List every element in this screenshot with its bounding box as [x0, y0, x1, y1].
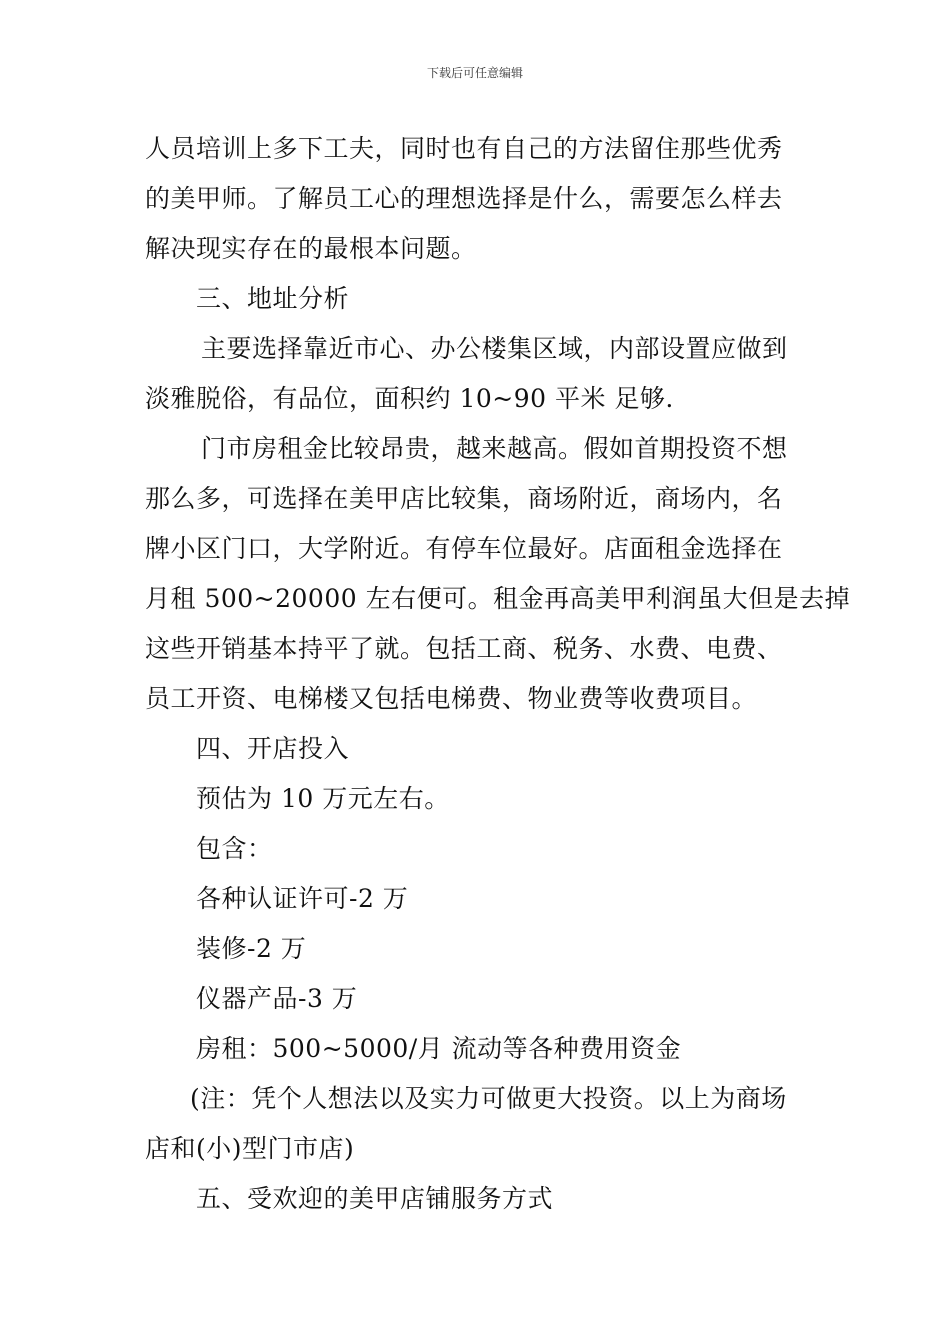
document-body [145, 124, 851, 1224]
paragraph-line: 门市房租金比较昂贵，越来越高。假如首期投资不想 [201, 434, 788, 463]
paragraph-line: 解决现实存在的最根本问题。 [145, 234, 477, 263]
list-item: 仪器产品-3 万 [196, 984, 358, 1013]
paragraph-line: 牌小区门口，大学附近。有停车位最好。店面租金选择在 [145, 534, 783, 563]
paragraph-line: 人员培训上多下工夫，同时也有自己的方法留住那些优秀 [145, 134, 783, 163]
note-line: 店和(小)型门市店) [145, 1134, 355, 1163]
page-header: 下载后可任意编辑 [426, 66, 523, 80]
paragraph-line: 主要选择靠近市心、办公楼集区域，内部设置应做到 [201, 334, 788, 363]
paragraph-line: 那么多，可选择在美甲店比较集，商场附近，商场内，名 [145, 484, 783, 513]
list-item: 各种认证许可-2 万 [196, 884, 409, 913]
paragraph-line: 这些开销基本持平了就。包括工商、税务、水费、电费、 [145, 634, 783, 663]
section-heading: 三、地址分析 [196, 284, 350, 313]
list-item: 装修-2 万 [196, 934, 307, 963]
section-heading: 五、受欢迎的美甲店铺服务方式 [196, 1184, 554, 1213]
paragraph-line: 的美甲师。了解员工心的理想选择是什么，需要怎么样去 [145, 184, 783, 213]
paragraph-line: 月租 500~20000 左右便可。租金再高美甲利润虽大但是去掉 [145, 584, 851, 613]
paragraph-line: 预估为 10 万元左右。 [196, 784, 450, 813]
paragraph-line: 包含： [196, 834, 273, 863]
note-line: (注：凭个人想法以及实力可做更大投资。以上为商场 [190, 1084, 787, 1113]
paragraph-line: 员工开资、电梯楼又包括电梯费、物业费等收费项目。 [145, 684, 758, 713]
list-item: 房租：500~5000/月 流动等各种费用资金 [196, 1034, 682, 1063]
paragraph-line: 淡雅脱俗，有品位，面积约 10~90 平米 足够. [145, 384, 674, 413]
section-heading: 四、开店投入 [196, 734, 350, 763]
